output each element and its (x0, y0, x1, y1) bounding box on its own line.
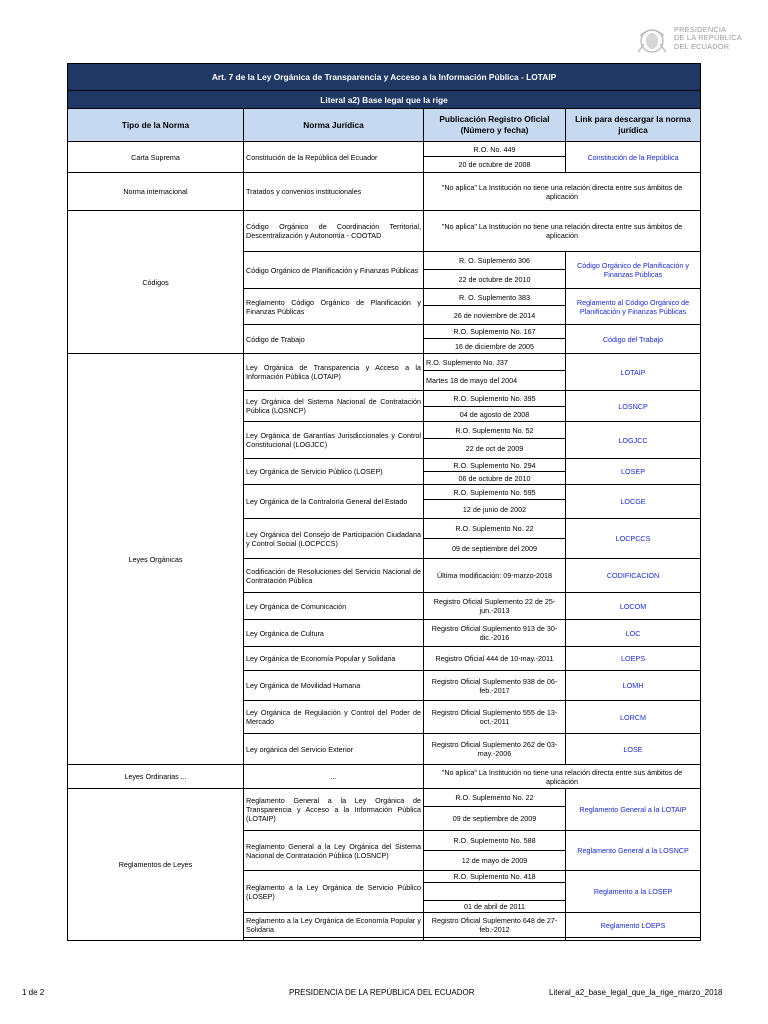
type-leyes-organicas: Leyes Orgánicas (68, 354, 244, 765)
document-title: Art. 7 de la Ley Orgánica de Transparencia y Acceso a la Información Pública - LOTAIP (68, 64, 701, 91)
date-locge: 12 de junio de 2002 (424, 500, 566, 519)
norma-codificacion: Codificación de Resoluciones del Servicio Nacional de Contratación Pública (244, 559, 424, 593)
norma-cootad: Código Orgánico de Coordinación Territorial, Descentralización y Autonomía - COOTAD (244, 211, 424, 252)
norma-reg-lotaip: Reglamento General a la Ley Orgánica de Transparencia y Acceso a la Información Pública (LOTAIP) (244, 789, 424, 831)
row-cut-off (244, 938, 424, 941)
link-trabajo[interactable]: Código del Trabajo (566, 325, 701, 354)
link-loc[interactable]: LOC (566, 620, 701, 647)
link-losep[interactable]: LOSEP (566, 459, 701, 485)
ro-locpccs: R.O. Suplemento No. 22 (424, 519, 566, 539)
pub-lorcm: Registro Oficial Suplemento 555 de 13-oct.-2011 (424, 701, 566, 734)
pub-loeps: Registro Oficial 444 de 10-may.-2011 (424, 647, 566, 671)
norma-locom: Ley Orgánica de Comunicación (244, 593, 424, 620)
link-reg-loeps[interactable]: Reglamento LOEPS (566, 913, 701, 938)
norma-losep: Ley Orgánica de Servicio Público (LOSEP) (244, 459, 424, 485)
norma-loeps: Ley Orgánica de Economía Popular y Solidaria (244, 647, 424, 671)
norma-tratados: Tratados y convenios institucionales (244, 173, 424, 211)
link-lose[interactable]: LOSE (566, 734, 701, 765)
date-losncp: 04 de agosto de 2008 (424, 407, 566, 422)
date-logjcc: 22 de oct de 2009 (424, 439, 566, 459)
link-reg-lotaip[interactable]: Reglamento General a la LOTAIP (566, 789, 701, 831)
norma-constitucion: Constitución de la República del Ecuador (244, 142, 424, 173)
link-reg-losep[interactable]: Reglamento a la LOSEP (566, 871, 701, 913)
row-cut-off-link (566, 938, 701, 941)
date-reg-losncp: 12 de mayo de 2009 (424, 851, 566, 871)
date-reg-lotaip: 09 de septiembre de 2009 (424, 807, 566, 831)
link-lorcm[interactable]: LORCM (566, 701, 701, 734)
norma-lotaip: Ley Orgánica de Transparencia y Acceso a la Información Pública (LOTAIP) (244, 354, 424, 391)
date-copfp: 22 de octubre de 2010 (424, 270, 566, 289)
ro-losncp: R.O. Suplemento No. 395 (424, 391, 566, 407)
link-codificacion[interactable]: CODIFICACION (566, 559, 701, 593)
no-aplica-tratados: "No aplica" La Institución no tiene una relación directa entre sus ámbitos de aplicación (424, 173, 701, 211)
norma-losncp: Ley Orgánica del Sistema Nacional de Contratación Pública (LOSNCP) (244, 391, 424, 422)
date-reg-losep: 01 de abril de 2011 (424, 901, 566, 913)
ro-reg-lotaip: R.O. Suplemento No. 22 (424, 789, 566, 807)
link-loeps[interactable]: LOEPS (566, 647, 701, 671)
logo-line-2: DE LA REPÚBLICA (674, 33, 742, 43)
pub-loc: Registro Oficial Suplemento 913 de 30-dic.-2016 (424, 620, 566, 647)
no-aplica-cootad: "No aplica" La Institución no tiene una relación directa entre sus ámbitos de aplicación (424, 211, 701, 252)
type-leyes-ordinarias: Leyes Ordinarias ... (68, 765, 244, 789)
norma-copfp: Código Orgánico de Planificación y Finanzas Públicas (244, 252, 424, 289)
type-norma-internacional: Norma internacional (68, 173, 244, 211)
date-constitucion: 20 de octubre de 2008 (424, 157, 566, 173)
date-losep: 06 de octubre de 2010 (424, 472, 566, 485)
link-logjcc[interactable]: LOGJCC (566, 422, 701, 459)
type-carta-suprema: Carta Suprema (68, 142, 244, 173)
norma-trabajo: Código de Trabajo (244, 325, 424, 354)
link-losncp[interactable]: LOSNCP (566, 391, 701, 422)
header-publicacion: Publicación Registro Oficial (Número y fecha) (424, 109, 566, 142)
link-locom[interactable]: LOCOM (566, 593, 701, 620)
no-aplica-ordinarias: "No aplica" La Institución no tiene una relación directa entre sus ámbitos de aplicación (424, 765, 701, 789)
pub-locom: Registro Oficial Suplemento 22 de 25-jun.-2013 (424, 593, 566, 620)
type-reglamentos: Reglamentos de Leyes (68, 789, 244, 941)
logo-line-3: DEL ECUADOR (674, 41, 730, 51)
ro-reg-losep: R.O. Suplemento No. 418 (424, 871, 566, 883)
footer-page-number: 1 de 2 (22, 988, 45, 997)
type-codigos: Códigos (68, 211, 244, 354)
ro-reg-losncp: R.O. Suplemento No. 588 (424, 831, 566, 851)
ro-losep: R.O. Suplemento No. 294 (424, 459, 566, 472)
header-norma: Norma Jurídica (244, 109, 424, 142)
ro-trabajo: R.O. Suplemento No. 167 (424, 325, 566, 339)
ro-locge: R.O. Suplemento No. 595 (424, 485, 566, 500)
norma-reg-loeps: Reglamento a la Ley Orgánica de Economía Popular y Solidaria (244, 913, 424, 938)
base-legal-table (67, 63, 701, 941)
date-reg-copfp: 26 de noviembre de 2014 (424, 306, 566, 325)
document-subtitle: Literal a2) Base legal que la rige (68, 91, 701, 109)
header-link: Link para descargar la norma jurídica (566, 109, 701, 142)
norma-reg-copfp: Reglamento Código Orgánico de Planificación y Finanzas Públicas (244, 289, 424, 325)
link-lomh[interactable]: LOMH (566, 671, 701, 701)
link-constitucion[interactable]: Constitución de la República (566, 142, 701, 173)
norma-reg-losep: Reglamento a la Ley Orgánica de Servicio Público (LOSEP) (244, 871, 424, 913)
norma-lose: Ley orgánica del Servicio Exterior (244, 734, 424, 765)
link-reg-losncp[interactable]: Reglamento General a la LOSNCP (566, 831, 701, 871)
ro-logjcc: R.O. Suplemento No. 52 (424, 422, 566, 439)
date-lotaip: Martes 18 de mayo del 2004 (424, 371, 566, 391)
logo-line-1: PRESIDENCIA (674, 25, 727, 34)
norma-locpccs: Ley Orgánica del Consejo de Participación Ciudadana y Control Social (LOCPCCS) (244, 519, 424, 559)
ro-constitucion: R.O. No. 449 (424, 142, 566, 157)
link-locge[interactable]: LOCGE (566, 485, 701, 519)
pub-lose: Registro Oficial Suplemento 262 de 03-may.-2006 (424, 734, 566, 765)
pub-codificacion: Última modificación: 09-marzo-2018 (424, 559, 566, 593)
pub-reg-loeps: Registro Oficial Suplemento 648 de 27-feb.-2012 (424, 913, 566, 938)
ro-reg-losep-blank (424, 883, 566, 901)
date-trabajo: 16 de diciembre de 2005 (424, 339, 566, 354)
link-copfp[interactable]: Código Orgánico de Planificación y Finanzas Públicas (566, 252, 701, 289)
footer-institution: PRESIDENCIA DE LA REPÚBLICA DEL ECUADOR (289, 988, 475, 997)
date-locpccs: 09 de septiembre del 2009 (424, 539, 566, 559)
norma-lomh: Ley Orgánica de Movilidad Humana (244, 671, 424, 701)
ro-lotaip: R.O. Suplemento No. J37 (424, 354, 566, 371)
norma-lorcm: Ley Orgánica de Regulación y Control del Poder de Mercado (244, 701, 424, 734)
link-lotaip[interactable]: LOTAIP (566, 354, 701, 391)
row-cut-off-pub (424, 938, 566, 941)
ro-reg-copfp: R. O. Suplemento 383 (424, 289, 566, 306)
norma-ordinarias: ... (244, 765, 424, 789)
pub-lomh: Registro Oficial Suplemento 938 de 06-feb.-2017 (424, 671, 566, 701)
norma-reg-losncp: Reglamento General a la Ley Orgánica del Sistema Nacional de Contratación Pública (LOSNCP) (244, 831, 424, 871)
norma-locge: Ley Orgánica de la Contraloría General del Estado (244, 485, 424, 519)
footer-filename: Literal_a2_base_legal_que_la_rige_marzo_2018 (549, 988, 723, 997)
norma-loc: Ley Orgánica de Cultura (244, 620, 424, 647)
link-reg-copfp[interactable]: Reglamento al Código Orgánico de Planificación y Finanzas Públicas (566, 289, 701, 325)
ro-copfp: R. O. Suplemento 306 (424, 252, 566, 270)
norma-logjcc: Ley Orgánica de Garantías Jurisdiccionales y Control Constitucional (LOGJCC) (244, 422, 424, 459)
header-tipo: Tipo de la Norma (68, 109, 244, 142)
link-locpccs[interactable]: LOCPCCS (566, 519, 701, 559)
presidencia-logo (630, 20, 745, 60)
coat-of-arms-icon (634, 22, 670, 58)
